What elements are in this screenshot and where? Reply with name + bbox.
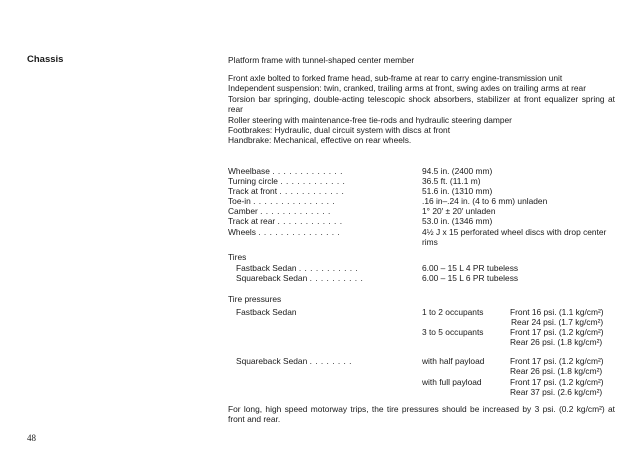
spec-value-toe-in: .16 in–.24 in. (4 to 6 mm) unladen — [422, 196, 548, 206]
pressure-rear: Rear 26 psi. (1.8 kg/cm²) — [510, 366, 603, 376]
front-axle-text: Front axle bolted to forked frame head, sub-frame at rear to carry engine-transmission unit — [228, 73, 563, 83]
spec-label-track-rear: Track at rear . . . . . . . . . . . . — [228, 216, 343, 226]
handbrake-text: Handbrake: Mechanical, effective on rear wheels. — [228, 135, 412, 146]
spec-value-turning-circle: 36.5 ft. (11.1 m) — [422, 176, 481, 186]
tire-value-squareback: 6.00 – 15 L 6 PR tubeless — [422, 273, 519, 283]
pressure-front: Front 17 psi. (1.2 kg/cm²) — [510, 356, 604, 366]
spec-label-camber: Camber . . . . . . . . . . . . . — [228, 206, 331, 216]
spec-value-track-front: 51.6 in. (1310 mm) — [422, 186, 493, 196]
tire-label-fastback: Fastback Sedan . . . . . . . . . . . — [236, 263, 359, 273]
pressure-condition: 3 to 5 occupants — [422, 327, 484, 337]
tire-label-squareback: Squareback Sedan . . . . . . . . . . — [236, 273, 364, 283]
spec-label-toe-in: Toe-in . . . . . . . . . . . . . . . — [228, 196, 336, 206]
tires-heading: Tires — [228, 252, 247, 262]
spec-value-camber: 1° 20′ ± 20′ unladen — [422, 206, 496, 216]
page-number: 48 — [27, 433, 36, 443]
chassis-description — [228, 73, 615, 146]
pressure-front: Front 17 psi. (1.2 kg/cm²) — [510, 327, 604, 337]
spec-label-wheels: Wheels . . . . . . . . . . . . . . . — [228, 227, 341, 237]
springing-text: Torsion bar springing, double-acting telescopic shock absorbers, stabilizer at front equalizer spring at rear — [228, 93, 615, 115]
pressure-condition: with full payload — [422, 377, 482, 387]
pressure-condition: 1 to 2 occupants — [422, 307, 484, 317]
steering-text: Roller steering with maintenance-free tie-rods and hydraulic steering damper — [228, 114, 512, 125]
footnote: For long, high speed motorway trips, the tire pressures should be increased by 3 psi. (0.2 kg/cm²) at front and rear. — [228, 404, 615, 425]
pressure-rear: Rear 37 psi. (2.6 kg/cm²) — [510, 387, 603, 397]
pressure-front: Front 17 psi. (1.2 kg/cm²) — [510, 377, 604, 387]
spec-value-wheelbase: 94.5 in. (2400 mm) — [422, 166, 493, 176]
pressure-label-fastback: Fastback Sedan — [236, 307, 297, 317]
spec-value-track-rear: 53.0 in. (1346 mm) — [422, 216, 493, 226]
section-heading: Chassis — [27, 54, 64, 65]
pressure-front: Front 16 psi. (1.1 kg/cm²) — [510, 307, 604, 317]
pressure-condition: with half payload — [422, 356, 485, 366]
suspension-text: Independent suspension: twin, cranked, trailing arms at front, swing axles on trailing arms at rear — [228, 83, 586, 94]
frame-description: Platform frame with tunnel-shaped center member — [228, 55, 415, 65]
spec-label-wheelbase: Wheelbase . . . . . . . . . . . . . — [228, 166, 343, 176]
spec-label-turning-circle: Turning circle . . . . . . . . . . . . — [228, 176, 346, 186]
pressure-label-squareback: Squareback Sedan . . . . . . . . — [236, 356, 352, 366]
spec-value-wheels: 4½ J x 15 perforated wheel discs with drop center rims — [422, 227, 607, 248]
pressure-rear: Rear 26 psi. (1.8 kg/cm²) — [510, 337, 603, 347]
footbrakes-text: Footbrakes: Hydraulic, dual circuit system with discs at front — [228, 125, 451, 136]
tire-value-fastback: 6.00 – 15 L 4 PR tubeless — [422, 263, 519, 273]
spec-label-track-front: Track at front . . . . . . . . . . . . — [228, 186, 345, 196]
pressure-rear: Rear 24 psi. (1.7 kg/cm²) — [511, 317, 604, 327]
tire-pressures-heading: Tire pressures — [228, 294, 282, 304]
